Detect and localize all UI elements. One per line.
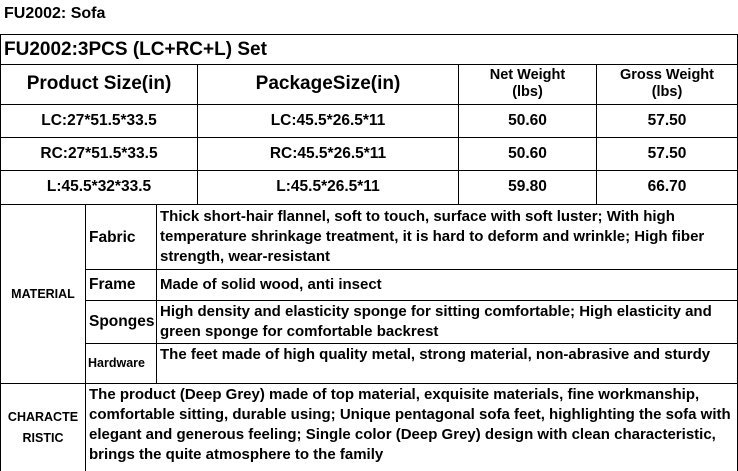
material-hardware-label: Hardware	[88, 356, 145, 370]
characteristic-label: CHARACTE RISTIC	[7, 409, 79, 445]
grid-line	[85, 269, 738, 270]
grid-line	[0, 383, 738, 384]
material-hardware-text: The feet made of high quality metal, strong material, non-abrasive and sturdy	[160, 346, 711, 363]
header-gross-weight: Gross Weight (lbs)	[620, 67, 714, 100]
table-row-lc-net: 50.60	[508, 112, 547, 129]
table-row-rc-package: RC:45.5*26.5*11	[269, 145, 387, 162]
table-row-lc-gross: 57.50	[647, 112, 687, 129]
header-product-size: Product Size(in)	[26, 73, 172, 94]
material-fabric-label: Fabric	[89, 228, 136, 246]
grid-line	[0, 64, 738, 65]
table-border-left	[0, 34, 1, 471]
material-fabric-text: Thick short-hair flannel, soft to touch, surface with soft luster; With high temperature shrinkage treatment, it is hard to deform and wrinkle; High fiber strength, wear-resistant	[160, 208, 705, 265]
material-frame-text: Made of solid wood, anti insect	[160, 276, 382, 293]
grid-line	[0, 204, 738, 205]
table-row-l-gross: 66.70	[647, 178, 687, 195]
table-border-top	[0, 34, 738, 35]
table-row-l-product: L:45.5*32*33.5	[46, 178, 152, 195]
characteristic-text: The product (Deep Grey) made of top material, exquisite materials, fine workmanship, comfortable sitting, durable using; Unique pentagonal sofa feet, highlighting the sofa with elegant and generous feeling; Single color (Deep Grey) design with clean characteristic, brings the quite atmosphere to the family	[89, 386, 731, 463]
grid-line	[85, 343, 738, 344]
table-row-l-package: L:45.5*26.5*11	[276, 178, 380, 195]
table-row-lc-product: LC:27*51.5*33.5	[41, 112, 157, 129]
table-row-rc-product: RC:27*51.5*33.5	[40, 145, 158, 162]
material-label: MATERIAL	[11, 287, 75, 301]
sheet-caption: FU2002: Sofa	[4, 5, 106, 22]
grid-line	[197, 64, 198, 204]
spec-table	[0, 34, 738, 471]
grid-line	[0, 137, 738, 138]
set-title: FU2002:3PCS (LC+RC+L) Set	[4, 38, 267, 60]
grid-line	[85, 300, 738, 301]
grid-line	[0, 170, 738, 171]
grid-line	[156, 204, 157, 383]
header-net-weight: Net Weight (lbs)	[489, 67, 566, 100]
material-sponges-text: High density and elasticity sponge for sitting comfortable; High elasticity and green sponge for comfortable backrest	[160, 303, 712, 340]
table-row-rc-net: 50.60	[508, 145, 547, 162]
grid-line	[85, 204, 86, 471]
table-row-rc-gross: 57.50	[647, 145, 687, 162]
grid-line	[596, 64, 597, 204]
table-row-l-net: 59.80	[508, 178, 547, 195]
grid-line	[0, 104, 738, 105]
table-row-lc-package: LC:45.5*26.5*11	[270, 112, 386, 129]
header-package-size: PackageSize(in)	[255, 73, 401, 94]
material-sponges-label: Sponges	[89, 313, 155, 330]
material-frame-label: Frame	[89, 276, 136, 293]
grid-line	[458, 64, 459, 204]
